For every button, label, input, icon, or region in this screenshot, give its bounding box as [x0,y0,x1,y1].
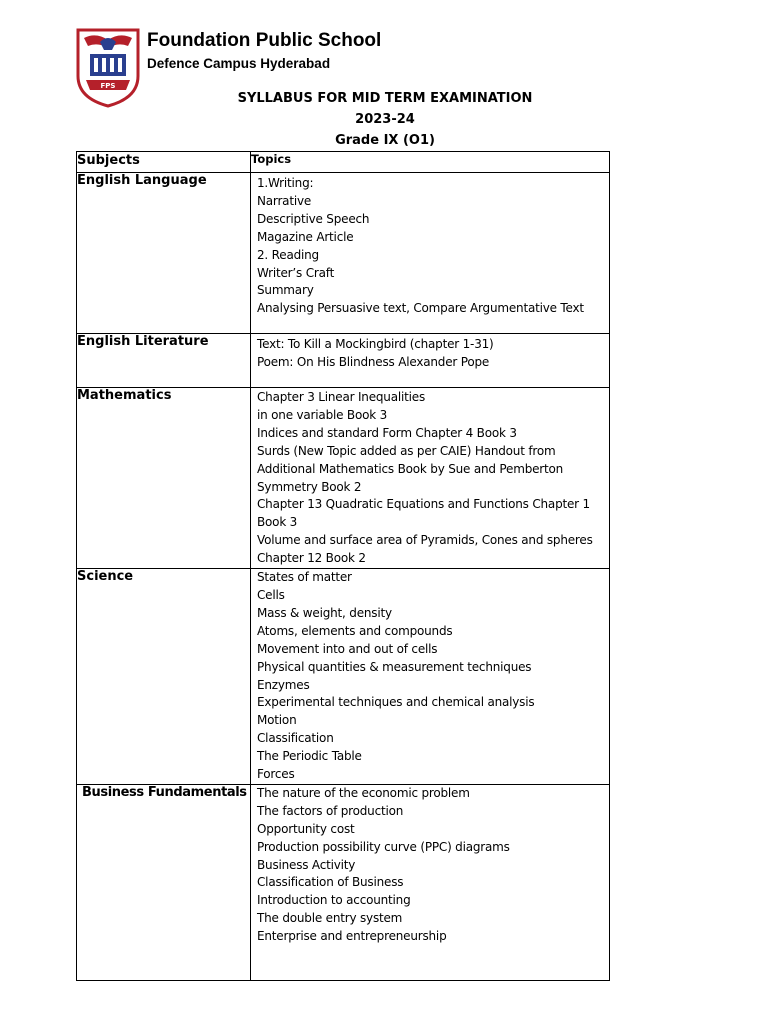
topic-item: 1.Writing: [257,176,314,190]
topics-cell [251,173,610,334]
topic-item: Classification of Business [257,875,404,890]
topic-item: Mass & weight, density [257,605,392,620]
school-crest-icon [76,28,140,108]
syllabus-table [76,151,610,981]
topic-item: Symmetry Book 2 [257,479,362,494]
topic-item: Volume and surface area of Pyramids, Cones and spheres [257,533,593,548]
subjects-column-header: Subjects [77,152,251,173]
grade-label: Grade IX (O1) [335,133,435,148]
topic-list [251,569,609,784]
topic-item: Cells [257,587,285,602]
topic-list [251,785,609,946]
topics-cell [251,334,610,388]
topic-item: Indices and standard Form Chapter 4 Book 3 [257,425,517,440]
topic-item: Book 3 [257,515,298,530]
topic-item: Analysing Persuasive text, Compare Argumentative Text [257,301,584,316]
topic-item: Opportunity cost [257,821,355,836]
topic-list [251,173,609,318]
academic-year: 2023-24 [355,112,415,127]
topic-item: Chapter 13 Quadratic Equations and Functions Chapter 1 [257,497,590,512]
topic-item: Atoms, elements and compounds [257,623,453,638]
topic-list [251,334,609,372]
topic-item: Magazine Article [257,229,354,244]
subject-cell: English Literature [77,334,251,388]
subject-cell: Mathematics [77,388,251,569]
table-row [77,334,610,388]
topics-cell [251,569,610,785]
topics-column-header: Topics [251,152,610,173]
topic-item: Chapter 3 Linear Inequalities [257,390,425,404]
topic-item: Introduction to accounting [257,893,411,908]
topic-item: Experimental techniques and chemical analysis [257,695,535,710]
topic-item: The Periodic Table [257,749,362,764]
topic-item: Enzymes [257,677,310,692]
topic-item: Writer’s Craft [257,265,335,280]
topic-item: Chapter 12 Book 2 [257,551,366,566]
table-row [77,173,610,334]
topic-item: Classification [257,731,334,746]
topic-item: Descriptive Speech [257,211,370,226]
subject-cell: English Language [77,173,251,334]
topic-item: Poem: On His Blindness Alexander Pope [257,354,490,369]
topic-item: Narrative [257,193,312,208]
topic-item: Summary [257,283,314,298]
document-title: SYLLABUS FOR MID TERM EXAMINATION [237,91,533,106]
topic-item: in one variable Book 3 [257,407,388,422]
topic-item: Movement into and out of cells [257,641,438,656]
table-header-row [77,152,610,173]
topic-item: States of matter [257,570,352,585]
table-row [77,569,610,785]
school-name: Foundation Public School [147,30,382,51]
topic-item: Surds (New Topic added as per CAIE) Handout from [257,443,556,458]
topic-list [251,388,609,568]
topic-item: The nature of the economic problem [257,785,470,800]
crest-lettering: FPS [100,82,116,90]
subject-cell: Science [77,569,251,785]
topic-item: Business Activity [257,857,356,872]
topic-item: Production possibility curve (PPC) diagrams [257,839,510,854]
topic-item: Additional Mathematics Book by Sue and Pemberton [257,461,564,476]
subject-cell: Business Fundamentals [77,784,251,980]
topic-item: Forces [257,767,295,782]
table-row [77,784,610,980]
topic-item: 2. Reading [257,247,319,262]
topic-item: Text: To Kill a Mockingbird (chapter 1-31) [257,337,494,351]
topics-cell [251,388,610,569]
campus-name: Defence Campus Hyderabad [147,56,331,71]
topic-item: The double entry system [257,911,403,926]
topic-item: Enterprise and entrepreneurship [257,929,447,944]
topics-cell [251,784,610,980]
topic-item: Physical quantities & measurement techniques [257,659,532,674]
topic-item: The factors of production [257,803,404,818]
table-row [77,388,610,569]
topic-item: Motion [257,713,297,728]
